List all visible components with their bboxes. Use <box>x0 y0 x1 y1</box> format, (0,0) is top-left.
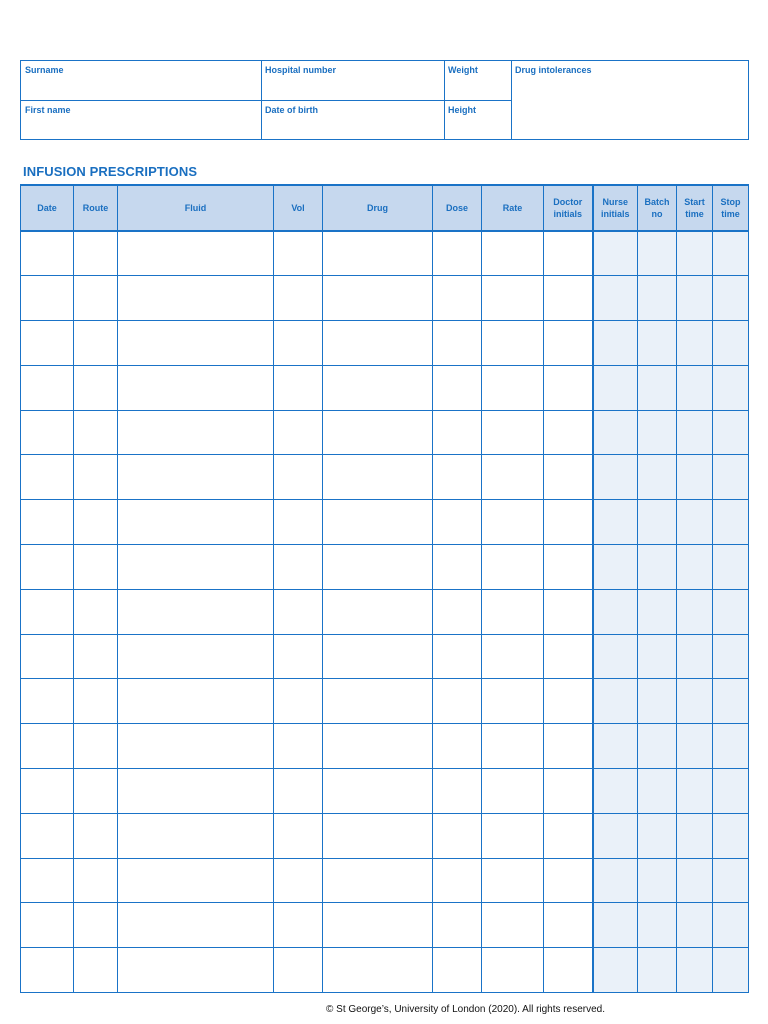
cell-doctor-initials[interactable] <box>544 410 593 455</box>
cell-batch-no[interactable] <box>638 634 677 679</box>
cell-fluid[interactable] <box>118 500 274 545</box>
cell-fluid[interactable] <box>118 724 274 769</box>
cell-fluid[interactable] <box>118 634 274 679</box>
cell-date[interactable] <box>21 589 74 634</box>
cell-stop-time[interactable] <box>713 948 749 993</box>
cell-dose[interactable] <box>433 231 482 276</box>
cell-dose[interactable] <box>433 679 482 724</box>
first-name-label: First name <box>25 105 71 115</box>
cell-date[interactable] <box>21 813 74 858</box>
cell-date[interactable] <box>21 724 74 769</box>
date-of-birth-field[interactable] <box>261 101 444 140</box>
cell-vol[interactable] <box>274 634 323 679</box>
cell-vol[interactable] <box>274 545 323 590</box>
column-header-dose: Dose <box>433 185 482 231</box>
cell-batch-no[interactable] <box>638 321 677 366</box>
cell-vol[interactable] <box>274 724 323 769</box>
cell-date[interactable] <box>21 858 74 903</box>
cell-nurse-initials[interactable] <box>593 410 638 455</box>
cell-date[interactable] <box>21 321 74 366</box>
cell-route[interactable] <box>74 231 118 276</box>
cell-nurse-initials[interactable] <box>593 365 638 410</box>
cell-vol[interactable] <box>274 858 323 903</box>
cell-vol[interactable] <box>274 589 323 634</box>
cell-date[interactable] <box>21 679 74 724</box>
column-header-batch-no: Batch no <box>638 185 677 231</box>
cell-start-time[interactable] <box>677 365 713 410</box>
cell-nurse-initials[interactable] <box>593 813 638 858</box>
cell-fluid[interactable] <box>118 589 274 634</box>
column-header-nurse-initials: Nurse initials <box>593 185 638 231</box>
cell-fluid[interactable] <box>118 679 274 724</box>
cell-drug[interactable] <box>323 858 433 903</box>
cell-dose[interactable] <box>433 948 482 993</box>
cell-batch-no[interactable] <box>638 903 677 948</box>
table-row <box>21 455 749 500</box>
cell-route[interactable] <box>74 500 118 545</box>
cell-nurse-initials[interactable] <box>593 231 638 276</box>
column-header-drug: Drug <box>323 185 433 231</box>
height-field[interactable] <box>444 101 511 140</box>
table-row <box>21 276 749 321</box>
cell-start-time[interactable] <box>677 455 713 500</box>
cell-vol[interactable] <box>274 455 323 500</box>
section-title: INFUSION PRESCRIPTIONS <box>23 164 198 179</box>
cell-dose[interactable] <box>433 321 482 366</box>
cell-dose[interactable] <box>433 455 482 500</box>
cell-stop-time[interactable] <box>713 321 749 366</box>
cell-fluid[interactable] <box>118 231 274 276</box>
table-row <box>21 724 749 769</box>
cell-doctor-initials[interactable] <box>544 903 593 948</box>
table-row <box>21 813 749 858</box>
cell-date[interactable] <box>21 769 74 814</box>
cell-fluid[interactable] <box>118 903 274 948</box>
cell-batch-no[interactable] <box>638 500 677 545</box>
cell-stop-time[interactable] <box>713 410 749 455</box>
table-row <box>21 500 749 545</box>
cell-rate[interactable] <box>482 724 544 769</box>
cell-drug[interactable] <box>323 679 433 724</box>
cell-fluid[interactable] <box>118 858 274 903</box>
cell-start-time[interactable] <box>677 769 713 814</box>
hospital-number-label: Hospital number <box>265 65 337 75</box>
cell-date[interactable] <box>21 231 74 276</box>
cell-drug[interactable] <box>323 500 433 545</box>
cell-start-time[interactable] <box>677 679 713 724</box>
cell-stop-time[interactable] <box>713 813 749 858</box>
weight-label: Weight <box>448 65 478 75</box>
cell-nurse-initials[interactable] <box>593 276 638 321</box>
cell-route[interactable] <box>74 724 118 769</box>
cell-fluid[interactable] <box>118 455 274 500</box>
table-row <box>21 365 749 410</box>
weight-field[interactable] <box>444 61 511 100</box>
cell-date[interactable] <box>21 455 74 500</box>
cell-vol[interactable] <box>274 321 323 366</box>
cell-stop-time[interactable] <box>713 769 749 814</box>
cell-date[interactable] <box>21 365 74 410</box>
cell-drug[interactable] <box>323 813 433 858</box>
cell-nurse-initials[interactable] <box>593 545 638 590</box>
cell-vol[interactable] <box>274 410 323 455</box>
cell-batch-no[interactable] <box>638 545 677 590</box>
column-header-fluid: Fluid <box>118 185 274 231</box>
cell-stop-time[interactable] <box>713 724 749 769</box>
cell-route[interactable] <box>74 634 118 679</box>
cell-rate[interactable] <box>482 903 544 948</box>
table-row <box>21 903 749 948</box>
cell-nurse-initials[interactable] <box>593 724 638 769</box>
cell-doctor-initials[interactable] <box>544 545 593 590</box>
cell-vol[interactable] <box>274 679 323 724</box>
cell-route[interactable] <box>74 813 118 858</box>
cell-stop-time[interactable] <box>713 858 749 903</box>
cell-rate[interactable] <box>482 455 544 500</box>
cell-date[interactable] <box>21 500 74 545</box>
cell-drug[interactable] <box>323 948 433 993</box>
column-header-date: Date <box>21 185 74 231</box>
cell-fluid[interactable] <box>118 321 274 366</box>
table-row <box>21 948 749 993</box>
table-header-row <box>21 185 749 231</box>
cell-start-time[interactable] <box>677 231 713 276</box>
cell-dose[interactable] <box>433 500 482 545</box>
cell-route[interactable] <box>74 948 118 993</box>
cell-drug[interactable] <box>323 365 433 410</box>
cell-doctor-initials[interactable] <box>544 589 593 634</box>
copyright-footer: © St George’s, University of London (2020). All rights reserved. <box>326 1004 605 1015</box>
cell-nurse-initials[interactable] <box>593 500 638 545</box>
cell-doctor-initials[interactable] <box>544 724 593 769</box>
cell-start-time[interactable] <box>677 589 713 634</box>
cell-rate[interactable] <box>482 545 544 590</box>
cell-batch-no[interactable] <box>638 589 677 634</box>
cell-doctor-initials[interactable] <box>544 679 593 724</box>
cell-stop-time[interactable] <box>713 231 749 276</box>
column-header-route: Route <box>74 185 118 231</box>
cell-stop-time[interactable] <box>713 545 749 590</box>
cell-vol[interactable] <box>274 813 323 858</box>
cell-start-time[interactable] <box>677 634 713 679</box>
table-row <box>21 634 749 679</box>
cell-dose[interactable] <box>433 276 482 321</box>
infusion-prescriptions-table <box>20 184 749 993</box>
cell-batch-no[interactable] <box>638 948 677 993</box>
date-of-birth-label: Date of birth <box>265 105 318 115</box>
cell-rate[interactable] <box>482 500 544 545</box>
cell-doctor-initials[interactable] <box>544 276 593 321</box>
cell-batch-no[interactable] <box>638 231 677 276</box>
cell-dose[interactable] <box>433 769 482 814</box>
drug-intolerances-field[interactable] <box>511 61 749 140</box>
cell-fluid[interactable] <box>118 769 274 814</box>
cell-fluid[interactable] <box>118 948 274 993</box>
table-row <box>21 545 749 590</box>
column-header-rate: Rate <box>482 185 544 231</box>
cell-fluid[interactable] <box>118 410 274 455</box>
height-label: Height <box>448 105 476 115</box>
cell-drug[interactable] <box>323 276 433 321</box>
cell-vol[interactable] <box>274 903 323 948</box>
cell-doctor-initials[interactable] <box>544 858 593 903</box>
patient-details-box <box>20 60 749 140</box>
cell-drug[interactable] <box>323 455 433 500</box>
cell-stop-time[interactable] <box>713 365 749 410</box>
cell-stop-time[interactable] <box>713 679 749 724</box>
cell-drug[interactable] <box>323 724 433 769</box>
cell-vol[interactable] <box>274 769 323 814</box>
cell-fluid[interactable] <box>118 813 274 858</box>
cell-nurse-initials[interactable] <box>593 679 638 724</box>
surname-label: Surname <box>25 65 64 75</box>
cell-start-time[interactable] <box>677 813 713 858</box>
cell-start-time[interactable] <box>677 410 713 455</box>
cell-dose[interactable] <box>433 858 482 903</box>
cell-nurse-initials[interactable] <box>593 858 638 903</box>
cell-start-time[interactable] <box>677 321 713 366</box>
cell-nurse-initials[interactable] <box>593 634 638 679</box>
cell-fluid[interactable] <box>118 276 274 321</box>
cell-drug[interactable] <box>323 769 433 814</box>
cell-doctor-initials[interactable] <box>544 365 593 410</box>
cell-start-time[interactable] <box>677 858 713 903</box>
cell-doctor-initials[interactable] <box>544 769 593 814</box>
cell-stop-time[interactable] <box>713 589 749 634</box>
cell-stop-time[interactable] <box>713 634 749 679</box>
cell-doctor-initials[interactable] <box>544 455 593 500</box>
cell-batch-no[interactable] <box>638 858 677 903</box>
cell-vol[interactable] <box>274 948 323 993</box>
cell-batch-no[interactable] <box>638 276 677 321</box>
cell-date[interactable] <box>21 634 74 679</box>
cell-route[interactable] <box>74 589 118 634</box>
cell-rate[interactable] <box>482 321 544 366</box>
cell-drug[interactable] <box>323 545 433 590</box>
cell-stop-time[interactable] <box>713 455 749 500</box>
cell-rate[interactable] <box>482 365 544 410</box>
cell-rate[interactable] <box>482 858 544 903</box>
cell-stop-time[interactable] <box>713 903 749 948</box>
cell-rate[interactable] <box>482 589 544 634</box>
cell-batch-no[interactable] <box>638 365 677 410</box>
cell-doctor-initials[interactable] <box>544 231 593 276</box>
cell-start-time[interactable] <box>677 724 713 769</box>
cell-nurse-initials[interactable] <box>593 948 638 993</box>
cell-batch-no[interactable] <box>638 813 677 858</box>
cell-rate[interactable] <box>482 410 544 455</box>
cell-route[interactable] <box>74 903 118 948</box>
cell-doctor-initials[interactable] <box>544 813 593 858</box>
cell-vol[interactable] <box>274 276 323 321</box>
cell-vol[interactable] <box>274 500 323 545</box>
cell-doctor-initials[interactable] <box>544 634 593 679</box>
cell-drug[interactable] <box>323 321 433 366</box>
cell-vol[interactable] <box>274 231 323 276</box>
cell-date[interactable] <box>21 903 74 948</box>
cell-drug[interactable] <box>323 410 433 455</box>
cell-nurse-initials[interactable] <box>593 769 638 814</box>
cell-start-time[interactable] <box>677 545 713 590</box>
table-row <box>21 410 749 455</box>
cell-nurse-initials[interactable] <box>593 321 638 366</box>
cell-dose[interactable] <box>433 903 482 948</box>
cell-dose[interactable] <box>433 634 482 679</box>
cell-route[interactable] <box>74 545 118 590</box>
cell-doctor-initials[interactable] <box>544 321 593 366</box>
table-row <box>21 321 749 366</box>
cell-dose[interactable] <box>433 410 482 455</box>
cell-rate[interactable] <box>482 813 544 858</box>
cell-rate[interactable] <box>482 769 544 814</box>
drug-intolerances-label: Drug intolerances <box>515 65 592 75</box>
cell-date[interactable] <box>21 948 74 993</box>
column-header-vol: Vol <box>274 185 323 231</box>
cell-drug[interactable] <box>323 589 433 634</box>
cell-route[interactable] <box>74 679 118 724</box>
cell-date[interactable] <box>21 276 74 321</box>
cell-drug[interactable] <box>323 634 433 679</box>
cell-route[interactable] <box>74 321 118 366</box>
table-row <box>21 769 749 814</box>
cell-rate[interactable] <box>482 679 544 724</box>
cell-dose[interactable] <box>433 589 482 634</box>
cell-route[interactable] <box>74 410 118 455</box>
cell-batch-no[interactable] <box>638 724 677 769</box>
table-row <box>21 679 749 724</box>
cell-nurse-initials[interactable] <box>593 455 638 500</box>
cell-batch-no[interactable] <box>638 679 677 724</box>
cell-drug[interactable] <box>323 903 433 948</box>
cell-start-time[interactable] <box>677 948 713 993</box>
column-header-stop-time: Stop time <box>713 185 749 231</box>
cell-fluid[interactable] <box>118 545 274 590</box>
cell-route[interactable] <box>74 858 118 903</box>
cell-start-time[interactable] <box>677 276 713 321</box>
column-header-doctor-initials: Doctor initials <box>544 185 593 231</box>
cell-fluid[interactable] <box>118 365 274 410</box>
table-row <box>21 858 749 903</box>
cell-doctor-initials[interactable] <box>544 948 593 993</box>
cell-date[interactable] <box>21 410 74 455</box>
cell-stop-time[interactable] <box>713 500 749 545</box>
cell-dose[interactable] <box>433 724 482 769</box>
cell-rate[interactable] <box>482 948 544 993</box>
cell-start-time[interactable] <box>677 500 713 545</box>
cell-start-time[interactable] <box>677 903 713 948</box>
column-header-start-time: Start time <box>677 185 713 231</box>
cell-route[interactable] <box>74 276 118 321</box>
surname-field[interactable] <box>21 61 261 100</box>
cell-batch-no[interactable] <box>638 410 677 455</box>
cell-date[interactable] <box>21 545 74 590</box>
first-name-field[interactable] <box>21 101 261 140</box>
cell-dose[interactable] <box>433 365 482 410</box>
cell-route[interactable] <box>74 365 118 410</box>
cell-stop-time[interactable] <box>713 276 749 321</box>
cell-rate[interactable] <box>482 231 544 276</box>
hospital-number-field[interactable] <box>261 61 444 100</box>
cell-vol[interactable] <box>274 365 323 410</box>
cell-route[interactable] <box>74 455 118 500</box>
table-row <box>21 231 749 276</box>
cell-doctor-initials[interactable] <box>544 500 593 545</box>
cell-drug[interactable] <box>323 231 433 276</box>
cell-rate[interactable] <box>482 276 544 321</box>
cell-batch-no[interactable] <box>638 455 677 500</box>
cell-nurse-initials[interactable] <box>593 903 638 948</box>
cell-batch-no[interactable] <box>638 769 677 814</box>
cell-dose[interactable] <box>433 545 482 590</box>
cell-nurse-initials[interactable] <box>593 589 638 634</box>
cell-rate[interactable] <box>482 634 544 679</box>
table-row <box>21 589 749 634</box>
cell-dose[interactable] <box>433 813 482 858</box>
cell-route[interactable] <box>74 769 118 814</box>
